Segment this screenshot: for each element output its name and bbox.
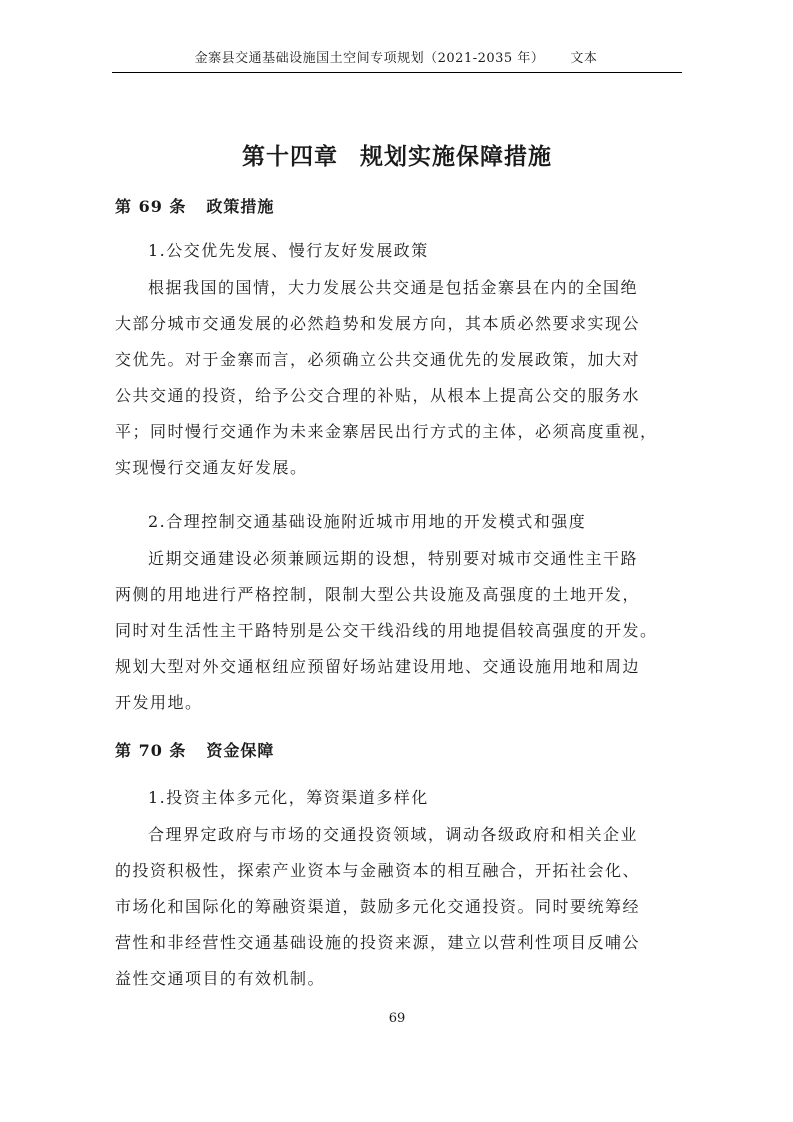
item-heading: 1.投资主体多元化，筹资渠道多样化	[148, 788, 429, 807]
paragraph-line: 平；同时慢行交通作为未来金寨居民出行方式的主体，必须高度重视，	[115, 422, 658, 441]
paragraph-line: 同时对生活性主干路特别是公交干线沿线的用地提倡较高强度的开发。	[115, 621, 658, 640]
chapter-title	[112, 142, 682, 172]
paragraph	[115, 541, 685, 721]
paragraph-line: 大部分城市交通发展的必然趋势和发展方向，其本质必然要求实现公	[115, 314, 641, 333]
paragraph-line: 公共交通的投资，给予公交合理的补贴，从根本上提高公交的服务水	[115, 386, 641, 405]
header-rule	[112, 72, 682, 73]
paragraph	[115, 817, 685, 997]
item-heading: 2.合理控制交通基础设施附近城市用地的开发模式和强度	[148, 512, 587, 531]
chapter-number: 第十四章	[242, 144, 338, 170]
item-heading: 1.公交优先发展、慢行友好发展政策	[148, 241, 429, 260]
paragraph-line: 两侧的用地进行严格控制，限制大型公共设施及高强度的土地开发，	[115, 585, 641, 604]
chapter-name: 规划实施保障措施	[360, 144, 552, 170]
paragraph	[115, 270, 685, 486]
article-number: 第 69 条	[115, 197, 187, 216]
paragraph-line: 营性和非经营性交通基础设施的投资来源，建立以营利性项目反哺公	[115, 933, 641, 952]
article-heading-70	[115, 740, 274, 762]
paragraph-line: 实现慢行交通友好发展。	[115, 458, 308, 477]
article-title: 政策措施	[206, 197, 275, 216]
page-number: 69	[388, 1011, 406, 1026]
article-heading-69	[115, 196, 274, 218]
article-title: 资金保障	[206, 741, 275, 760]
header-title: 金寨县交通基础设施国土空间专项规划（2021-2035 年）	[194, 51, 545, 66]
article-number: 第 70 条	[115, 741, 187, 760]
paragraph-line: 根据我国的国情，大力发展公共交通是包括金寨县在内的全国绝	[148, 278, 639, 297]
paragraph-line: 开发用地。	[115, 693, 203, 712]
paragraph-line: 益性交通项目的有效机制。	[115, 969, 326, 988]
running-header	[112, 50, 680, 68]
paragraph-line: 的投资积极性，探索产业资本与金融资本的相互融合，开拓社会化、	[115, 861, 641, 880]
paragraph-line: 近期交通建设必须兼顾远期的设想，特别要对城市交通性主干路	[148, 549, 639, 568]
header-doc-type: 文本	[570, 51, 598, 66]
paragraph-line: 规划大型对外交通枢纽应预留好场站建设用地、交通设施用地和周边	[115, 657, 641, 676]
paragraph-line: 合理界定政府与市场的交通投资领域，调动各级政府和相关企业	[148, 825, 639, 844]
paragraph-line: 交优先。对于金寨而言，必须确立公共交通优先的发展政策，加大对	[115, 350, 641, 369]
paragraph-line: 市场化和国际化的筹融资渠道，鼓励多元化交通投资。同时要统筹经	[115, 897, 641, 916]
